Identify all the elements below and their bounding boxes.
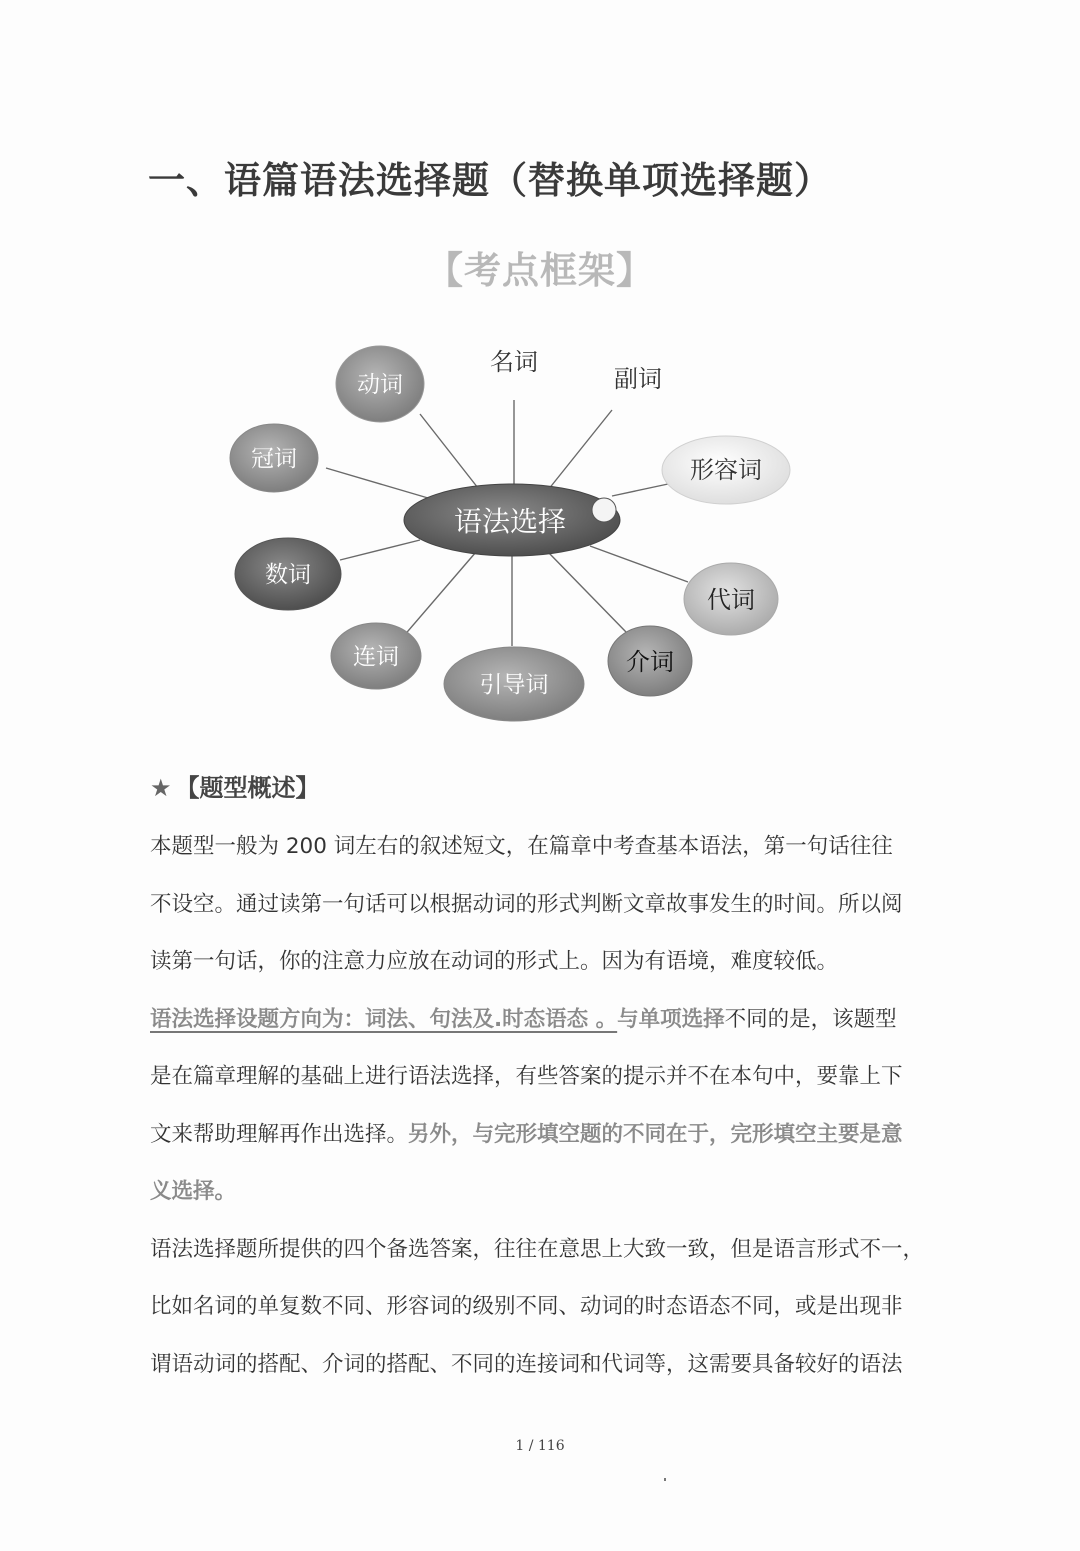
line-conjunction	[402, 552, 476, 638]
section-subtitle: 【考点框架】	[426, 249, 654, 292]
paragraph-line: 语法选择题所提供的四个备选答案，往往在意思上大致一致，但是语言形式不一，	[150, 1236, 925, 1262]
paragraph-line	[150, 991, 920, 1049]
paragraph-line: 是在篇章理解的基础上进行语法选择，有些答案的提示并不在本句中，要靠上下	[150, 1064, 903, 1089]
node-conjunction-label: 连词	[353, 644, 399, 670]
paragraph-line: 比如名词的单复数不同、形容词的级别不同、动词的时态语态不同，或是出现非	[150, 1294, 903, 1319]
node-adjective	[662, 436, 790, 504]
node-article-label: 冠词	[251, 446, 297, 472]
node-adverb-label: 副词	[614, 365, 662, 393]
paragraph-line: 谓语动词的搭配、介词的搭配、不同的连接词和代词等，这需要具备较好的语法	[150, 1351, 903, 1377]
node-verb-label: 动词	[357, 372, 403, 398]
center-node	[404, 484, 620, 556]
scan-speck	[664, 1478, 666, 1481]
section-heading	[150, 768, 320, 803]
plain-phrase: 不同的是，该题型	[724, 1006, 897, 1032]
emphasized-phrase: 义选择。	[150, 1179, 237, 1204]
plain-phrase: 文来帮助理解再作出选择。	[150, 1121, 409, 1147]
section-heading-text: 【题型概述】	[175, 774, 320, 802]
page-title: 一、语篇语法选择题（替换单项选择题）	[148, 159, 832, 202]
node-noun-label: 名词	[490, 348, 538, 376]
page-number: 1 / 116	[515, 1438, 565, 1454]
node-verb	[336, 346, 424, 422]
node-guide-word	[444, 647, 584, 721]
node-preposition	[608, 626, 692, 696]
paragraph-line: 读第一句话，你的注意力应放在动词的形式上。因为有语境，难度较低。	[150, 949, 839, 974]
underlined-phrase: 语法选择设题方向为：词法、句法及.时态语态 。	[150, 1006, 618, 1032]
line-article	[326, 468, 428, 498]
center-label: 语法选择	[453, 505, 567, 538]
node-numeral	[235, 538, 341, 610]
node-pronoun	[684, 563, 778, 635]
node-preposition-label: 介词	[626, 648, 674, 676]
line-preposition	[548, 552, 626, 632]
star-icon: ★	[150, 774, 172, 802]
line-adjective	[612, 484, 668, 496]
node-adjective-label: 形容词	[690, 456, 762, 484]
node-article	[230, 424, 318, 492]
paragraph-line: 本题型一般为 200 词左右的叙述短文，在篇章中考查基本语法，第一句话往往	[150, 834, 893, 859]
body-text	[150, 818, 925, 1393]
line-numeral	[340, 540, 420, 560]
node-numeral-label: 数词	[265, 562, 311, 588]
node-guide-word-label: 引导词	[479, 672, 549, 698]
line-adverb	[548, 410, 612, 490]
emphasized-phrase: 另外，与完形填空题的不同在于，完形填空主要是意	[408, 1121, 903, 1147]
emphasized-phrase: 与单项选择	[617, 1006, 725, 1032]
mind-map-diagram	[0, 320, 1080, 740]
node-conjunction	[331, 623, 421, 689]
node-pronoun-label: 代词	[707, 586, 755, 614]
line-pronoun	[590, 546, 688, 582]
paragraph-line	[150, 1163, 920, 1221]
line-verb	[420, 414, 478, 488]
paragraph-line	[150, 1106, 920, 1164]
paragraph-line: 不设空。通过读第一句话可以根据动词的形式判断文章故事发生的时间。所以阅	[150, 891, 903, 917]
